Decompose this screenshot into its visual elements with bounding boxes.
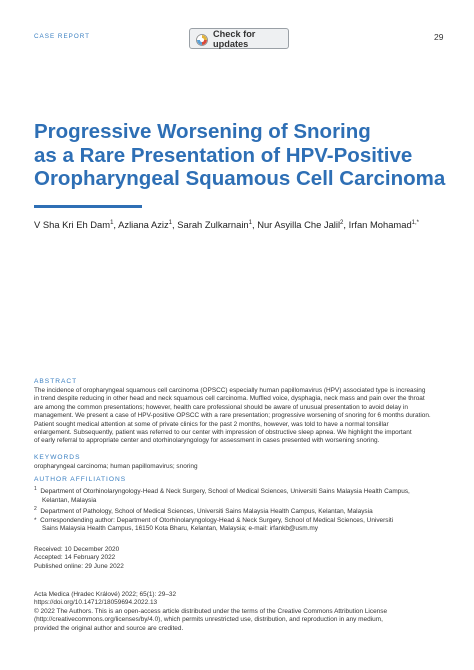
affiliation-line: Sains Malaysia Health Campus, 16150 Kota Bharu, Kelantan, Malaysia; e-mail: irfankb@usm.my — [42, 524, 318, 532]
affiliation-line: Department of Otorhinolaryngology-Head & Neck Surgery, School of Medical Sciences, Universiti Sains Malaysia Health Campus, — [40, 488, 410, 496]
author-list: V Sha Kri Eh Dam$^1$, Azliana Aziz$^1$, Sarah Zulkarnain$^1$, Nur Asyilla Che Jalil$^2$, Irfan Mohamad$^{1,*}$ — [34, 219, 420, 230]
keywords-text — [34, 463, 444, 471]
affiliations-list — [34, 485, 444, 533]
author-affiliation-mark: 1,* — [411, 219, 420, 226]
author-name: V Sha Kri Eh Dam — [34, 219, 111, 230]
author-name: Azliana Aziz — [118, 219, 169, 230]
article-dates — [34, 546, 444, 571]
citation-block — [34, 591, 444, 633]
author-name: Irfan Mohamad — [348, 219, 412, 230]
affiliation-line: Department of Pathology, School of Medical Sciences, Universiti Sains Malaysia Health Campus, Kelantan, Malaysia — [40, 508, 373, 516]
page-number: 29 — [434, 32, 444, 42]
title-line: Progressive Worsening of Snoring — [34, 120, 371, 143]
affiliation-line: Correspondending author: Department of Otorhinolaryngology-Head & Neck Surgery, School of Medical Sciences, Universiti — [40, 516, 394, 524]
published-date: Published online: 29 June 2022 — [34, 562, 124, 570]
affiliation-item — [34, 485, 444, 497]
abstract-line: in trend despite reducing in other head and neck squamous cell carcinoma. Muffled voice, dysphagia, neck mass and pain over the throat — [34, 395, 425, 403]
license-line: © 2022 The Authors. This is an open-access article distributed under the terms of the Creative Commons Attribution License — [34, 607, 388, 615]
abstract-line: are among the common presentations; however, health care professional should be aware of unusual presentation to avoid delay in — [34, 403, 408, 411]
section-label: CASE REPORT — [34, 33, 91, 40]
abstract-line: enlargement. Subsequently, patient was referred to our center with impression of obstructive sleep apnea. We highlight the important — [34, 429, 412, 437]
article-title — [34, 120, 454, 191]
abstract-line: of early referral to appropriate center and otorhinolaryngology for assessment in cases presented with worsening snoring. — [34, 437, 380, 445]
affiliation-mark: 1 — [34, 486, 37, 492]
keywords-line: oropharyngeal carcinoma; human papillomavirus; snoring — [34, 463, 198, 470]
keywords-heading: KEYWORDS — [34, 454, 81, 461]
affiliation-mark: 2 — [34, 505, 37, 512]
doi-link[interactable]: https://doi.org/10.14712/18059694.2022.13 — [34, 599, 158, 607]
author-name: Sarah Zulkarnain — [177, 219, 249, 230]
author-affiliation-mark: 1 — [168, 219, 173, 226]
title-line: as a Rare Presentation of HPV-Positive — [34, 143, 413, 167]
title-divider — [34, 205, 142, 208]
affiliation-mark: * — [34, 516, 37, 524]
journal-citation: Acta Medica (Hradec Králové) 2022; 65(1): 29–32 — [34, 591, 177, 598]
abstract-text — [34, 387, 444, 446]
check-for-updates-label: Check for updates — [213, 28, 256, 49]
abstract-line: The incidence of oropharyngeal squamous cell carcinoma (OPSCC) especially human papillomavirus (HPV) associated type is increasing — [34, 387, 426, 394]
affiliation-line: Kelantan, Malaysia — [42, 496, 97, 504]
author-name: Nur Asyilla Che Jalil — [257, 219, 341, 230]
abstract-heading: ABSTRACT — [34, 378, 78, 385]
crossmark-icon — [196, 33, 208, 45]
license-line: provided the original author and source are credited. — [34, 624, 184, 632]
license-line: (http://creativecommons.org/licenses/by/4.0), which permits unrestricted use, distribution, and reproduction in any medium, — [34, 616, 383, 624]
title-line: Oropharyngeal Squamous Cell Carcinoma — [34, 167, 446, 190]
received-date: Received: 10 December 2020 — [34, 546, 120, 553]
check-for-updates-button[interactable] — [189, 28, 289, 49]
abstract-line: management. We present a case of HPV-positive OPSCC with a rare presentation; progressive worsening of snoring for 6 months duration. — [34, 412, 431, 420]
author-affiliation-mark: 1 — [110, 219, 114, 226]
author-affiliation-mark: 2 — [340, 219, 344, 226]
accepted-date: Accepted: 14 February 2022 — [34, 554, 116, 562]
affiliation-item — [34, 517, 444, 525]
abstract-line: Patient sought medical attention at some of private clinics for the past 2 months, however, was told to have a normal tonsillar — [34, 420, 389, 428]
affiliations-heading: AUTHOR AFFILIATIONS — [34, 476, 127, 483]
author-affiliation-mark: 1 — [248, 219, 252, 226]
affiliation-item — [34, 505, 444, 517]
